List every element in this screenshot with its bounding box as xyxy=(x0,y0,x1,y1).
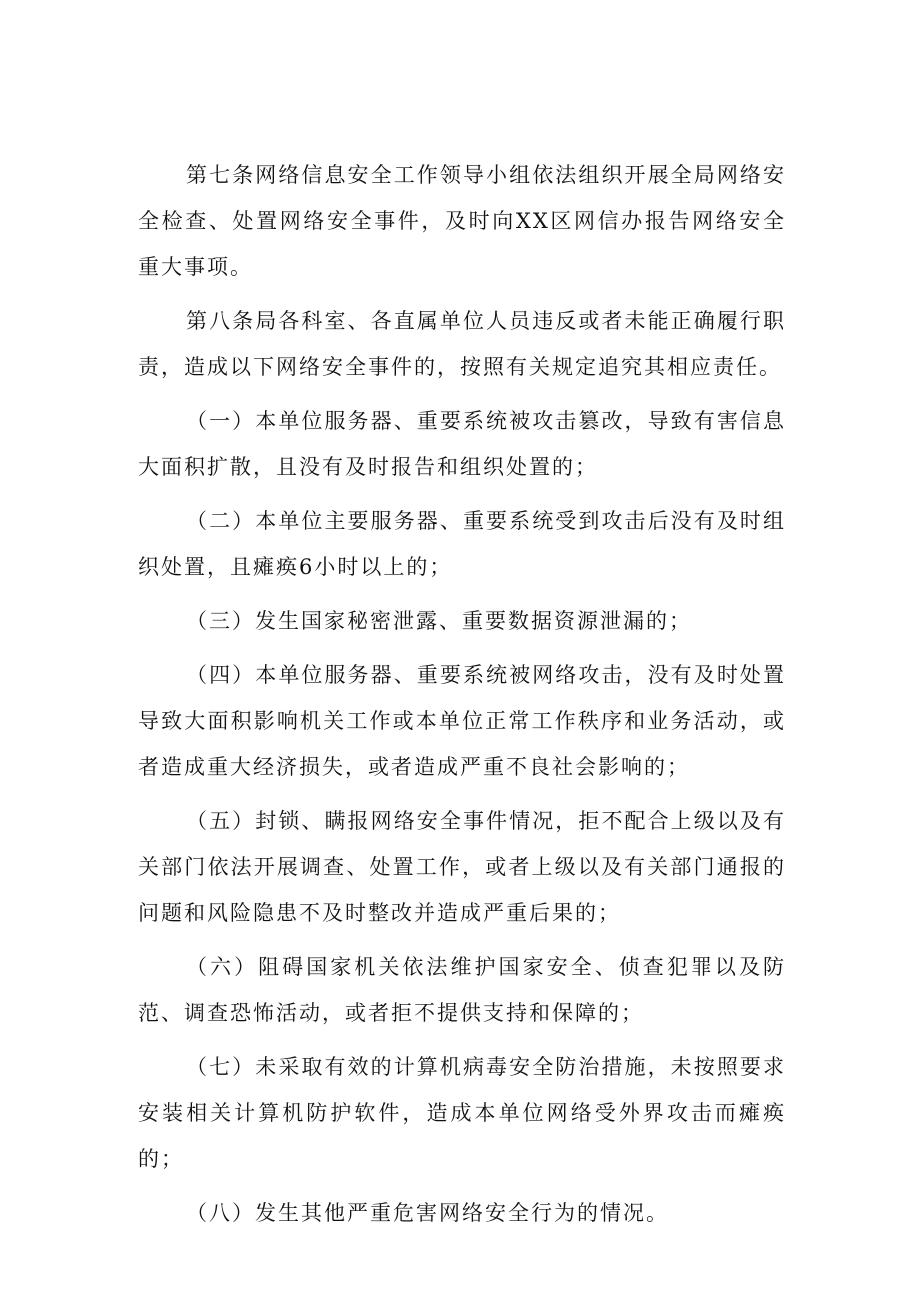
clause-5-paragraph: （五）封锁、瞒报网络安全事件情况，拒不配合上级以及有关部门依法开展调查、处置工作，或者上级以及有关部门通报的问题和风险隐患不及时整改并造成严重后果的； xyxy=(138,809,786,925)
article-7-paragraph: 第七条网络信息安全工作领导小组依法组织开展全局网络安全检查、处置网络安全事件，及时向XX区网信办报告网络安全重大事项。 xyxy=(138,163,786,279)
clause-7-paragraph: （七）未采取有效的计算机病毒安全防治措施，未按照要求安装相关计算机防护软件，造成本单位网络受外界攻击而瘫痪的； xyxy=(138,1055,786,1171)
clause-2-paragraph: （二）本单位主要服务器、重要系统受到攻击后没有及时组织处置，且瘫痪6小时以上的； xyxy=(138,509,786,579)
clause-1-paragraph: （一）本单位服务器、重要系统被攻击篡改，导致有害信息大面积扩散，且没有及时报告和组织处置的； xyxy=(138,409,786,479)
article-8-paragraph: 第八条局各科室、各直属单位人员违反或者未能正确履行职责，造成以下网络安全事件的，按照有关规定追究其相应责任。 xyxy=(138,309,786,379)
clause-4-paragraph: （四）本单位服务器、重要系统被网络攻击，没有及时处置导致大面积影响机关工作或本单位正常工作秩序和业务活动，或者造成重大经济损失，或者造成严重不良社会影响的； xyxy=(138,663,786,779)
clause-3-paragraph: （三）发生国家秘密泄露、重要数据资源泄漏的； xyxy=(186,609,692,633)
document-body xyxy=(138,152,786,1236)
clause-6-paragraph: （六）阻碍国家机关依法维护国家安全、侦查犯罪以及防范、调查恐怖活动，或者拒不提供支持和保障的； xyxy=(138,955,786,1025)
clause-8-paragraph: （八）发生其他严重危害网络安全行为的情况。 xyxy=(186,1201,669,1225)
